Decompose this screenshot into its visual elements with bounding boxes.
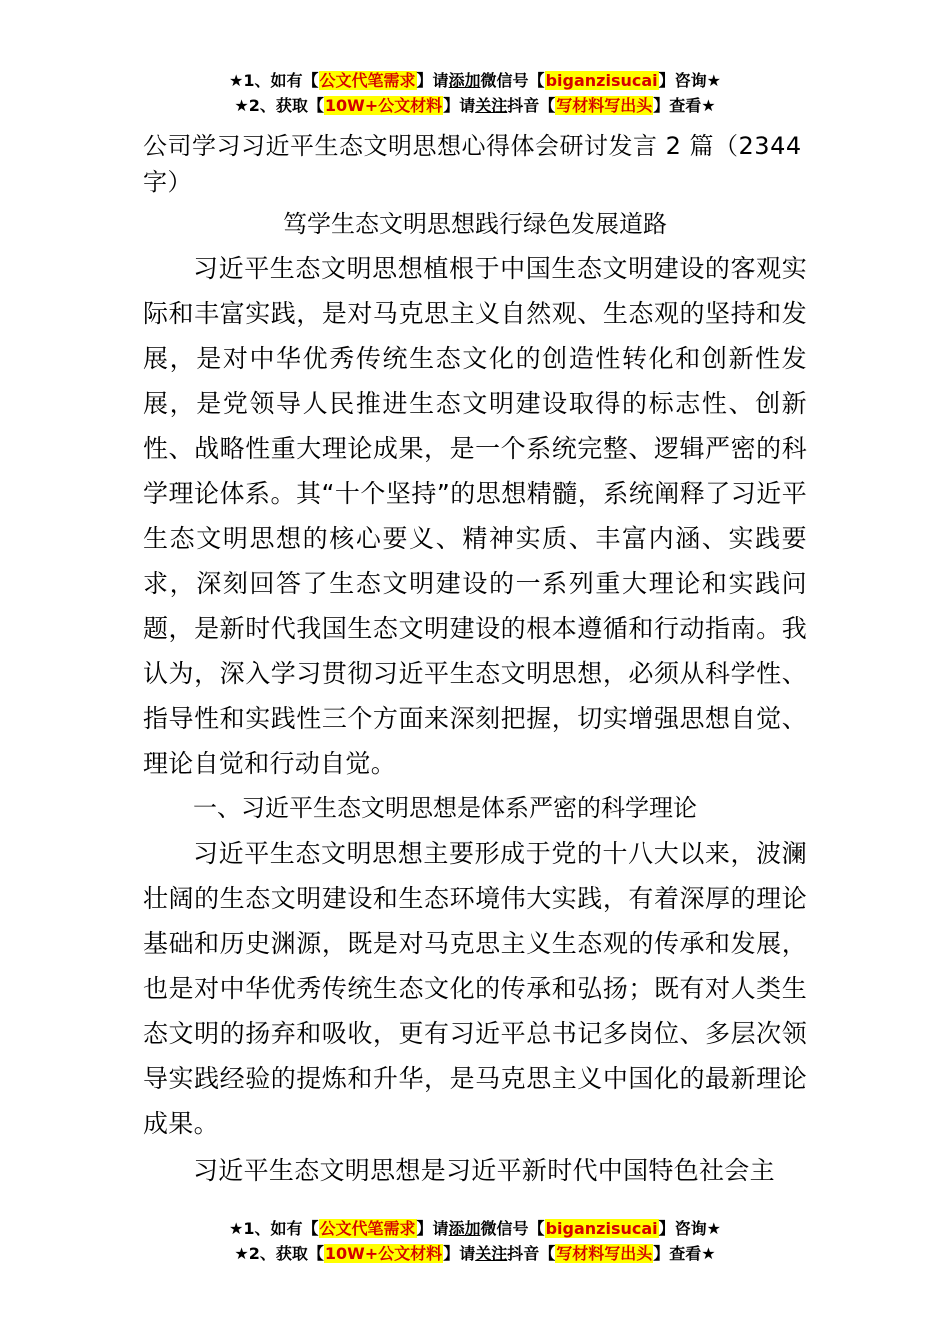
banner-line-2: [0, 93, 950, 118]
banner-highlight: biganzisucai: [545, 71, 658, 90]
body-paragraph: 习近平生态文明思想主要形成于党的十八大以来，波澜壮阔的生态文明建设和生态环境伟大实践，有着深厚的理论基础和历史渊源，既是对马克思主义生态观的传承和发展，也是对中华优秀传统生态文化的传承和弘扬；既有对人类生态文明的扬弃和吸收，更有习近平总书记多岗位、多层次领导实践经验的提炼和升华，是马克思主义中国化的最新理论成果。: [143, 839, 807, 1138]
banner-text: 】查看★: [653, 1244, 716, 1263]
document-title: 公司学习习近平生态文明思想心得体会研讨发言 2 篇（2344 字）: [143, 132, 802, 196]
banner-text: ★2、获取【: [234, 96, 324, 115]
banner-highlight: biganzisucai: [545, 1219, 658, 1238]
banner-text: 微信号【: [480, 71, 545, 90]
banner-text: ★1、如有【: [229, 1219, 319, 1238]
banner-line-1: [0, 68, 950, 93]
banner-line-2: [0, 1241, 950, 1266]
header-banner: [0, 68, 950, 118]
banner-text: 抖音【: [507, 1244, 556, 1263]
banner-text: ★2、获取【: [234, 1244, 324, 1263]
body-paragraph: 习近平生态文明思想植根于中国生态文明建设的客观实际和丰富实践，是对马克思主义自然观、生态观的坚持和发展，是对中华优秀传统生态文化的创造性转化和创新性发展，是党领导人民推进生态文明建设取得的标志性、创新性、战略性重大理论成果，是一个系统完整、逻辑严密的科学理论体系。其“十个坚持”的思想精髓，系统阐释了习近平生态文明思想的核心要义、精神实质、丰富内涵、实践要求，深刻回答了生态文明建设的一系列重大理论和实践问题，是新时代我国生态文明建设的根本遵循和行动指南。我认为，深入学习贯彻习近平生态文明思想，必须从科学性、指导性和实践性三个方面来深刻把握，切实增强思想自觉、理论自觉和行动自觉。: [143, 254, 807, 778]
banner-highlight: 10W+公文材料: [324, 96, 443, 115]
banner-text: 微信号【: [480, 1219, 545, 1238]
document-subtitle: 笃学生态文明思想践行绿色发展道路: [283, 210, 667, 238]
banner-text: 】咨询★: [658, 1219, 721, 1238]
banner-highlight: 写材料写出头: [556, 1244, 653, 1263]
body-paragraph: 习近平生态文明思想是习近平新时代中国特色社会主: [193, 1156, 775, 1185]
banner-text: 】请: [416, 1219, 449, 1238]
banner-text: 】请: [443, 96, 476, 115]
banner-text: 】请: [443, 1244, 476, 1263]
banner-line-1: [0, 1216, 950, 1241]
banner-text: 抖音【: [507, 96, 556, 115]
banner-text: 】查看★: [653, 96, 716, 115]
banner-text: 】咨询★: [658, 71, 721, 90]
banner-text: ★1、如有【: [229, 71, 319, 90]
banner-emphasis: 关注: [475, 1244, 508, 1263]
document-body: [143, 128, 807, 1193]
banner-highlight: 10W+公文材料: [324, 1244, 443, 1263]
banner-highlight: 公文代笔需求: [319, 1219, 416, 1238]
section-heading: 一、习近平生态文明思想是体系严密的科学理论: [193, 794, 697, 822]
banner-highlight: 写材料写出头: [556, 96, 653, 115]
banner-text: 】请: [416, 71, 449, 90]
banner-emphasis: 关注: [475, 96, 508, 115]
footer-banner: [0, 1216, 950, 1266]
banner-emphasis: 添加: [448, 71, 481, 90]
banner-highlight: 公文代笔需求: [319, 71, 416, 90]
banner-emphasis: 添加: [448, 1219, 481, 1238]
